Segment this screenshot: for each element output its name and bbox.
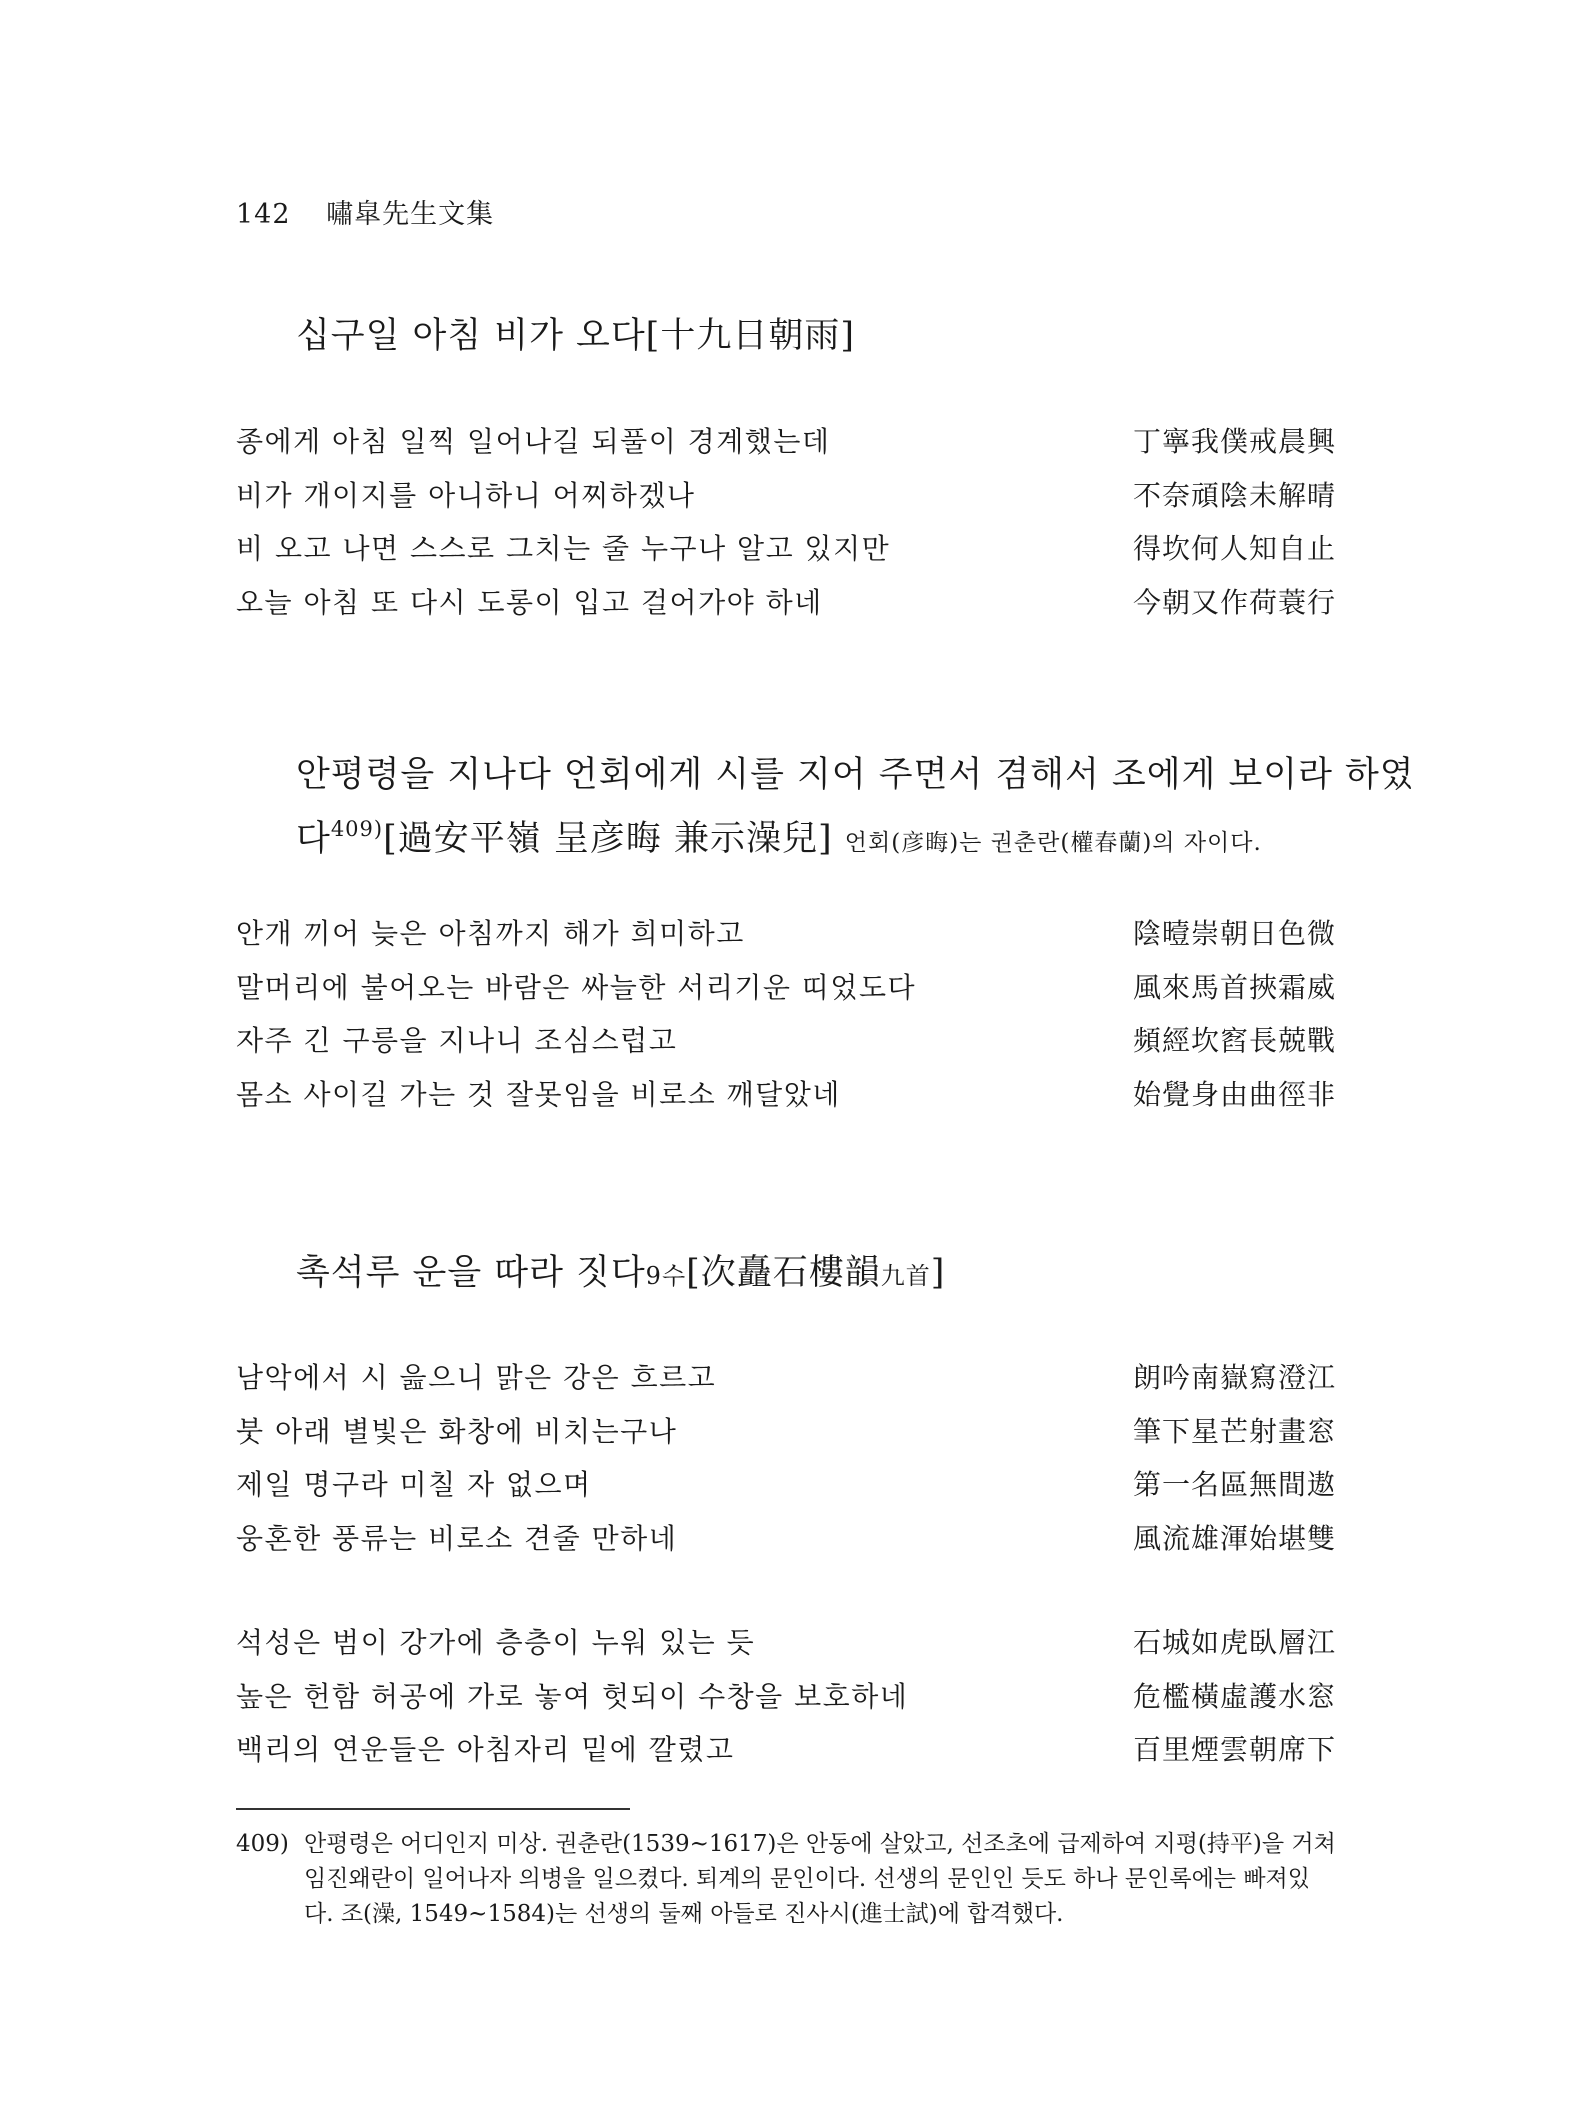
poem-line: 비 오고 나면 스스로 그치는 줄 누구나 알고 있지만 得坎何人知自止 — [236, 532, 1336, 566]
poem2-title — [296, 748, 1415, 870]
page-number: 142 — [236, 199, 291, 230]
poem-line: 비가 개이지를 아니하니 어찌하겠나 不奈頑陰未解晴 — [236, 478, 1336, 512]
poem1-body — [236, 420, 1336, 635]
poem-line: 제일 명구라 미칠 자 없으며 第一名區無間遨 — [236, 1468, 1336, 1502]
poem-line: 붓 아래 별빛은 화창에 비치는구나 筆下星芒射畫窓 — [236, 1414, 1336, 1448]
footnote-text: 안평령은 어디인지 미상. 권춘란(1539~1617)은 안동에 살았고, 선조초에 급제하여 지평(持平)을 거쳐 임진왜란이 일어나자 의병을 일으켰다. 퇴계의 문인이다. 선생의 문인인 듯도 하나 문인록에는 빠져있다. 조(澡, 1549~1584)는 선생의 둘째 아들로 진사시(進士試)에 합격했다. — [304, 1831, 1336, 1927]
poem3-stanza2 — [236, 1621, 1336, 1782]
poem3-title: 촉석루 운을 따라 짓다9수[次矗石樓韻九首] — [296, 1253, 946, 1293]
book-title: 嘯皐先生文集 — [326, 199, 495, 230]
poem-line: 말머리에 불어오는 바람은 싸늘한 서리기운 띠었도다 風來馬首挾霜威 — [236, 970, 1336, 1004]
poem-line: 몸소 사이길 가는 것 잘못임을 비로소 깨달았네 始覺身由曲徑非 — [236, 1078, 1336, 1112]
poem2-title-line1: 안평령을 지나다 언회에게 시를 지어 주면서 겸해서 조에게 보이라 하였 — [296, 755, 1415, 795]
footnote-number: 409) — [236, 1831, 289, 1857]
poem-line: 남악에서 시 읊으니 맑은 강은 흐르고 朗吟南嶽寫澄江 — [236, 1361, 1336, 1394]
poem-line: 안개 끼어 늦은 아침까지 해가 희미하고 陰曀崇朝日色微 — [236, 917, 1336, 950]
poem2-title-line2: 다$^{409)}$[過安平嶺 呈彦晦 兼示澡兒] 언회(彦晦)는 권춘란(權春蘭)의 자이다. — [296, 817, 1262, 859]
poem-line: 자주 긴 구릉을 지나니 조심스럽고 頻經坎窞長兢戰 — [236, 1024, 1336, 1058]
poem-line: 석성은 범이 강가에 층층이 누워 있는 듯 石城如虎臥層江 — [236, 1626, 1336, 1659]
poem-line: 백리의 연운들은 아침자리 밑에 깔렸고 百里煙雲朝席下 — [236, 1733, 1336, 1767]
poem-line: 종에게 아침 일찍 일어나길 되풀이 경계했는데 丁寧我僕戒晨興 — [236, 425, 1336, 458]
footnote — [236, 1827, 1336, 1932]
poem-line: 높은 헌함 허공에 가로 놓여 헛되이 수창을 보호하네 危檻橫虛護水窓 — [236, 1679, 1336, 1713]
page-header — [236, 192, 494, 231]
poem2-body — [236, 912, 1336, 1127]
footnote-ref[interactable]: 409) — [330, 817, 384, 841]
poem3-stanza1 — [236, 1356, 1336, 1571]
poem-line: 웅혼한 풍류는 비로소 견줄 만하네 風流雄渾始堪雙 — [236, 1522, 1336, 1556]
poem-line: 오늘 아침 또 다시 도롱이 입고 걸어가야 하네 今朝又作荷蓑行 — [236, 586, 1336, 620]
poem1-title: 십구일 아침 비가 오다[十九日朝雨] — [296, 316, 855, 356]
title-note: 언회(彦晦)는 권춘란(權春蘭)의 자이다. — [844, 830, 1262, 856]
footnote-divider — [236, 1808, 630, 1810]
